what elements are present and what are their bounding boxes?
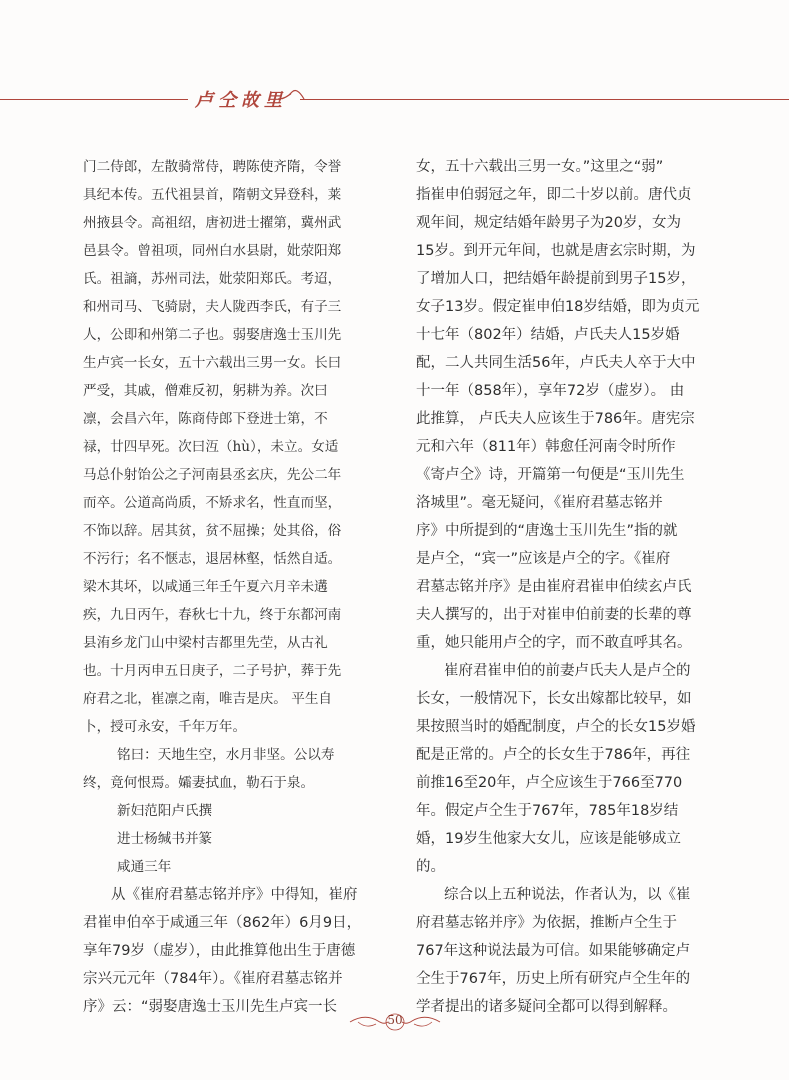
- text-line: 长女，一般情况下，长女出嫁都比较早，如: [416, 691, 692, 707]
- paragraph-2: [416, 657, 744, 881]
- text-line: 君墓志铭并序》是由崔府君崔申伯续玄卢氏: [416, 579, 692, 595]
- text-line: 夫人撰写的，出于对崔申伯前妻的长辈的尊: [416, 607, 692, 623]
- text-line: 不饰以辞。居其贫，贫不屈操；处其俗，俗: [83, 523, 342, 539]
- page-number-badge: [340, 1009, 450, 1035]
- text-line: 年。假定卢仝生于767年，785年18岁结: [416, 803, 679, 819]
- text-line: 县洧乡龙门山中梁村吉都里先茔，从古礼: [83, 635, 328, 651]
- text-line: 综合以上五种说法，作者认为，以《崔: [444, 887, 691, 903]
- epitaph-verse-text: [83, 153, 388, 741]
- text-line: 的。: [416, 859, 445, 875]
- modern-text-left: [83, 881, 388, 1021]
- text-line: 此推算， 卢氏夫人应该生于786年。唐宪宗: [416, 411, 695, 427]
- text-line: 果按照当时的婚配制度，卢仝的长女15岁婚: [416, 719, 696, 735]
- page-number: 50: [387, 1013, 403, 1027]
- text-line: 邑县令。曾祖项，同州白水县尉，妣荥阳郑: [83, 243, 342, 259]
- text-line: 序》云：“弱娶唐逸士玉川先生卢宾一长: [83, 999, 338, 1015]
- text-line: 梁木其坏，以咸通三年壬午夏六月辛未遘: [83, 579, 328, 595]
- text-line: 进士杨缄书并篆: [117, 831, 213, 847]
- text-line: 府君墓志铭并序》为依据，推断卢仝生于: [416, 915, 677, 931]
- text-line: 指崔申伯弱冠之年，即二十岁以前。唐代贞: [416, 187, 692, 203]
- text-line: 而卒。公道高尚质，不矫求名，性直而坚，: [83, 495, 342, 511]
- text-line: 前推16至20年，卢仝应该生于766至770: [416, 775, 683, 791]
- text-line: 仝生于767年，历史上所有研究卢仝生年的: [416, 971, 691, 987]
- text-line: 凛，会昌六年，陈商侍郎下登进士第，不: [83, 411, 328, 427]
- text-line: 观年间，规定结婚年龄男子为20岁，女为: [416, 215, 681, 231]
- text-line: 十七年（802年）结婚，卢氏夫人15岁婚: [416, 327, 680, 343]
- text-line: 不污行；名不惬志，退居林壑，恬然自适。: [83, 551, 342, 567]
- text-line: 学者提出的诸多疑问全都可以得到解释。: [416, 999, 677, 1015]
- text-line: 了增加人口，把结婚年龄提前到男子15岁，: [416, 271, 696, 287]
- text-line: 15岁。到开元年间，也就是唐玄宗时期，为: [416, 243, 696, 259]
- paragraph-1: [416, 153, 744, 657]
- text-line: 新妇范阳卢氏撰: [117, 803, 213, 819]
- left-column: [83, 153, 388, 1021]
- text-line: 从《崔府君墓志铭并序》中得知，崔府: [111, 887, 358, 903]
- text-line: 人，公即和州第二子也。弱娶唐逸士玉川先: [83, 327, 342, 343]
- text-line: 女子13岁。假定崔申伯18岁结婚，即为贞元: [416, 299, 700, 315]
- text-line: 配是正常的。卢仝的长女生于786年，再往: [416, 747, 691, 763]
- text-line: 重，她只能用卢仝的字，而不敢直呼其名。: [416, 635, 692, 651]
- signoff-block: [83, 797, 388, 881]
- text-line: 卜，授可永安，千年万年。: [83, 719, 247, 735]
- header-rule-right: [300, 99, 789, 100]
- text-line: 具纪本传。五代祖昙首，隋朝文异登科，莱: [83, 187, 342, 203]
- text-line: 州掖县令。高祖绍，唐初进士擢第，冀州武: [83, 215, 342, 231]
- text-line: 也。十月丙申五日庚子，二子号护，葬于先: [83, 663, 342, 679]
- text-line: 序》中所提到的“唐逸士玉川先生”指的就: [416, 523, 678, 539]
- text-line: 767年这种说法最为可信。如果能够确定卢: [416, 943, 691, 959]
- text-line: 终，竟何恨焉。孀妻拭血，勒石于泉。: [83, 775, 315, 791]
- text-line: 女，五十六载出三男一女。”这里之“弱”: [416, 159, 664, 175]
- text-line: 马总仆射饴公之子河南县丞玄庆，先公二年: [83, 467, 342, 483]
- text-line: 崔府君崔申伯的前妻卢氏夫人是卢仝的: [444, 663, 691, 679]
- text-line: 严受，其戚，僧难反初，躬耕为养。次曰: [83, 383, 328, 399]
- text-line: 享年79岁（虚岁），由此推算他出生于唐德: [83, 943, 356, 959]
- text-line: 禄，廿四早死。次曰沍（hù），未立。女适: [83, 439, 339, 455]
- text-line: 和州司马、飞骑尉，夫人陇西李氏，有子三: [83, 299, 342, 315]
- text-line: 配，二人共同生活56年，卢氏夫人卒于大中: [416, 355, 696, 371]
- text-line: 疾，九日丙午，春秋七十九，终于东都河南: [83, 607, 342, 623]
- header-rule-left: [0, 99, 188, 100]
- text-line: 君崔申伯卒于咸通三年（862年）6月9日，: [83, 915, 362, 931]
- header-flourish-icon: [276, 84, 306, 104]
- paragraph-3: [416, 881, 744, 1021]
- text-line: 洛城里”。毫无疑问，《崔府君墓志铭并: [416, 495, 663, 511]
- inscription-text: [83, 741, 388, 797]
- text-line: 《寄卢仝》诗，开篇第一句便是“玉川先生: [416, 467, 685, 483]
- text-line: 婚，19岁生他家大女儿，应该是能够成立: [416, 831, 681, 847]
- right-column: [416, 153, 744, 1021]
- text-line: 咸通三年: [117, 859, 172, 875]
- section-title: 卢仝故里: [195, 90, 287, 111]
- text-line: 是卢仝，“宾一”应该是卢仝的字。《崔府: [416, 551, 671, 567]
- text-line: 铭曰：天地生空，水月非坚。公以寿: [117, 747, 335, 763]
- text-line: 宗兴元元年（784年）。《崔府君墓志铭并: [83, 971, 343, 987]
- text-line: 生卢宾一长女，五十六载出三男一女。长曰: [83, 355, 342, 371]
- text-line: 元和六年（811年）韩愈任河南令时所作: [416, 439, 676, 455]
- text-line: 十一年（858年），享年72岁（虚岁）。 由: [416, 383, 685, 399]
- text-line: 氏。祖謪，苏州司法，妣荥阳郑氏。考迢，: [83, 271, 342, 287]
- text-line: 门二侍郎，左散骑常侍，聘陈使齐隋，令誉: [83, 159, 342, 175]
- text-line: 府君之北，崔凛之南，唯吉是庆。 平生自: [83, 691, 333, 707]
